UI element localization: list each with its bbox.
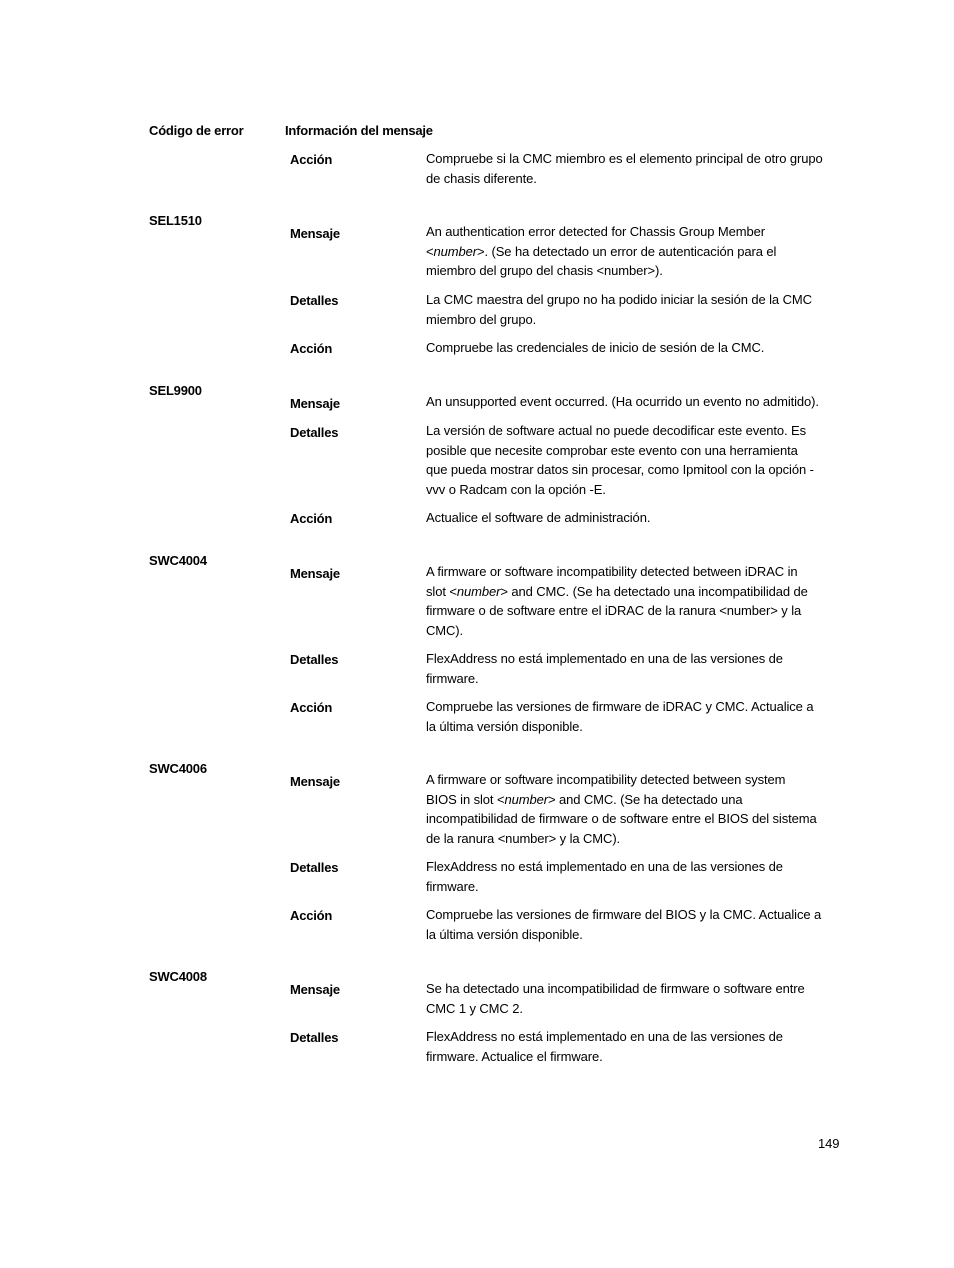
- row-value-message: [426, 222, 834, 281]
- text-line: FlexAddress no está implementado en una de las versiones de: [426, 859, 783, 874]
- text-line: Compruebe las credenciales de inicio de sesión de la CMC.: [426, 340, 765, 355]
- row-label-action: Acción: [290, 908, 333, 923]
- row-value-message: [426, 392, 834, 412]
- text-line: Compruebe si la CMC miembro es el elemento principal de otro grupo: [426, 151, 823, 166]
- row-label-details: Detalles: [290, 1030, 339, 1045]
- text-line: Compruebe las versiones de firmware de iDRAC y CMC. Actualice a: [426, 699, 814, 714]
- text-line: FlexAddress no está implementado en una de las versiones de: [426, 651, 783, 666]
- text-line: An authentication error detected for Chassis Group Member: [426, 224, 765, 239]
- text-line: firmware.: [426, 878, 479, 894]
- text-line: An unsupported event occurred. (Ha ocurrido un evento no admitido).: [426, 394, 819, 409]
- text-line: vvv o Radcam con la opción -E.: [426, 481, 606, 497]
- text-line: A firmware or software incompatibility detected between system: [426, 772, 786, 787]
- row-label-details: Detalles: [290, 860, 339, 875]
- row-value-message: [426, 770, 834, 848]
- text-line: La CMC maestra del grupo no ha podido iniciar la sesión de la CMC: [426, 292, 812, 307]
- text-line: firmware.: [426, 670, 479, 686]
- row-label-action: Acción: [290, 700, 333, 715]
- row-value-details: [426, 649, 834, 688]
- text-line: posible que necesite comprobar este evento con una herramienta: [426, 442, 798, 458]
- row-value-message: [426, 979, 834, 1018]
- text-line: firmware o de software entre el iDRAC de la ranura <number> y la: [426, 603, 802, 618]
- text-line: de chasis diferente.: [426, 170, 537, 186]
- text-line: miembro del grupo.: [426, 311, 537, 327]
- column-header-error-code: Código de error: [149, 123, 244, 138]
- row-value-details: [426, 857, 834, 896]
- row-label-message: Mensaje: [290, 774, 340, 789]
- row-value-details: [426, 290, 834, 329]
- row-value-action: [426, 338, 834, 358]
- row-label-details: Detalles: [290, 652, 339, 667]
- row-label-action: Acción: [290, 511, 333, 526]
- error-code-sel9900: SEL9900: [149, 383, 202, 398]
- text-line: firmware. Actualice el firmware.: [426, 1048, 603, 1064]
- text-line: A firmware or software incompatibility detected between iDRAC in: [426, 564, 798, 579]
- row-value-action: [426, 905, 834, 944]
- text-line: La versión de software actual no puede decodificar este evento. Es: [426, 423, 807, 438]
- row-value-message: [426, 562, 834, 640]
- row-label-details: Detalles: [290, 293, 339, 308]
- row-value-action: [426, 697, 834, 736]
- text-line: CMC 1 y CMC 2.: [426, 1000, 523, 1016]
- row-label-message: Mensaje: [290, 396, 340, 411]
- text-line: la última versión disponible.: [426, 718, 583, 734]
- text-line: CMC).: [426, 622, 464, 638]
- column-header-message-info: Información del mensaje: [285, 123, 433, 138]
- text-line: incompatibilidad de firmware o de software entre el BIOS del sistema: [426, 811, 817, 826]
- page-number: 149: [818, 1136, 840, 1151]
- row-label-message: Mensaje: [290, 566, 340, 581]
- error-code-swc4004: SWC4004: [149, 553, 207, 568]
- row-value-details: [426, 1027, 834, 1066]
- text-line: de la ranura <number> y la CMC).: [426, 830, 621, 846]
- text-line: Compruebe las versiones de firmware del BIOS y la CMC. Actualice a: [426, 907, 822, 922]
- text-line: FlexAddress no está implementado en una de las versiones de: [426, 1029, 783, 1044]
- text-line: slot <number> and CMC. (Se ha detectado una incompatibilidad de: [426, 583, 808, 599]
- row-label-action: Acción: [290, 341, 333, 356]
- text-line: que pueda mostrar datos sin procesar, como Ipmitool con la opción -: [426, 462, 814, 477]
- row-label-message: Mensaje: [290, 982, 340, 997]
- text-line: <number>. (Se ha detectado un error de autenticación para el: [426, 243, 777, 259]
- text-line: Se ha detectado una incompatibilidad de firmware o software entre: [426, 981, 805, 996]
- row-label-message: Mensaje: [290, 226, 340, 241]
- row-value-action: [426, 508, 834, 528]
- error-code-swc4008: SWC4008: [149, 969, 207, 984]
- row-value-details: [426, 421, 834, 499]
- text-line: BIOS in slot <number> and CMC. (Se ha detectado una: [426, 791, 743, 807]
- text-line: la última versión disponible.: [426, 926, 583, 942]
- text-line: miembro del grupo del chasis <number>).: [426, 263, 663, 278]
- row-label-details: Detalles: [290, 425, 339, 440]
- error-code-swc4006: SWC4006: [149, 761, 207, 776]
- row-value-action: [426, 149, 834, 188]
- error-code-sel1510: SEL1510: [149, 213, 202, 228]
- row-label-action: Acción: [290, 152, 333, 167]
- text-line: Actualice el software de administración.: [426, 510, 651, 525]
